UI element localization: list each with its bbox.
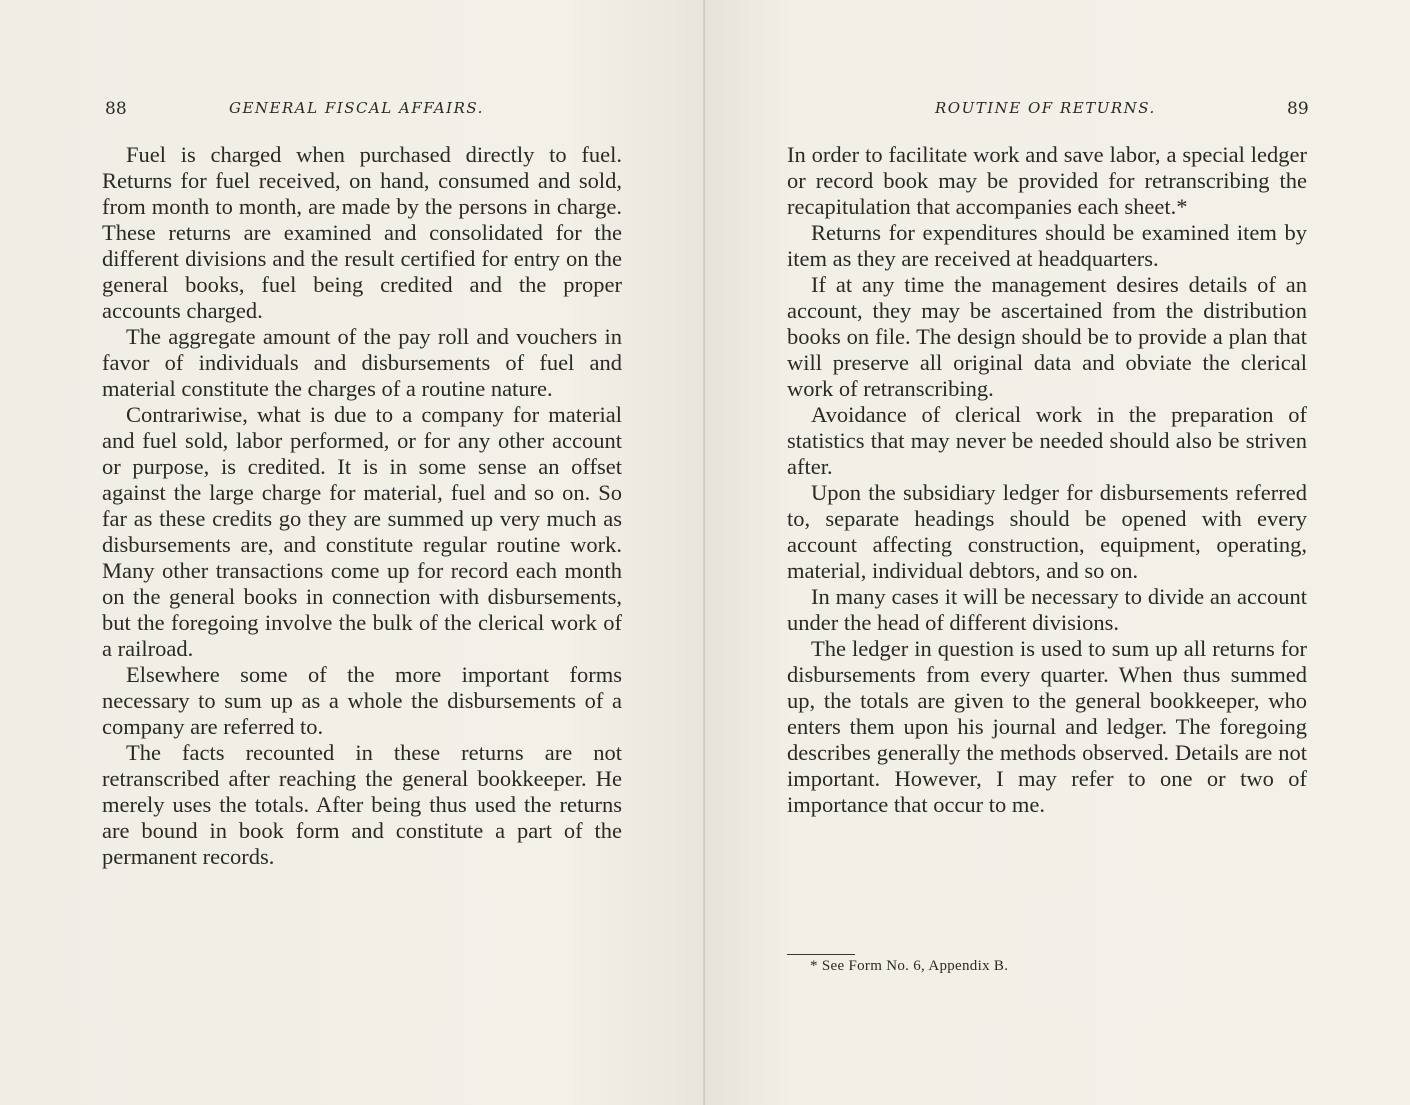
paragraph: The facts recounted in these returns are not retranscribed after reaching the general bookkeeper. He merely uses the totals. After being thus used the returns are bound in book form and constitute a part of the permanent records. bbox=[102, 740, 622, 869]
running-title: ROUTINE OF RETURNS. bbox=[935, 99, 1156, 117]
right-page-body bbox=[787, 142, 1307, 818]
paragraph: The ledger in question is used to sum up all returns for disbursements from every quarter. When thus summed up, the totals are given to the general bookkeeper, who enters them upon his journal and ledger. The foregoing describes generally the methods observed. Details are not important. However, I may refer to one or two of importance that occur to me. bbox=[787, 636, 1307, 817]
paragraph: Elsewhere some of the more important forms necessary to sum up as a whole the disbursements of a company are referred to. bbox=[102, 662, 622, 739]
paragraph: Contrariwise, what is due to a company for material and fuel sold, labor performed, or for any other account or purpose, is credited. It is in some sense an offset against the large charge for material, fuel and so on. So far as these credits go they are summed up very much as disbursements are, and constitute regular routine work. Many other transactions come up for record each month on the general books in connection with disbursements, but the foregoing involve the bulk of the clerical work of a railroad. bbox=[102, 402, 622, 661]
paragraph: Upon the subsidiary ledger for disbursements referred to, separate headings should be opened with every account affecting construction, equipment, operating, material, individual debtors, and so on. bbox=[787, 480, 1307, 583]
paragraph: In order to facilitate work and save labor, a special ledger or record book may be provided for retranscribing the recapitulation that accompanies each sheet.* bbox=[787, 142, 1307, 219]
right-page bbox=[705, 0, 1410, 1105]
paragraph: Avoidance of clerical work in the preparation of statistics that may never be needed should also be striven after. bbox=[787, 402, 1307, 479]
footnote: * See Form No. 6, Appendix B. bbox=[810, 958, 1009, 974]
paragraph: If at any time the management desires details of an account, they may be ascertained from the distribution books on file. The design should be to provide a plan that will preserve all original data and obviate the clerical work of retranscribing. bbox=[787, 272, 1307, 401]
paragraph: Returns for expenditures should be examined item by item as they are received at headquarters. bbox=[787, 220, 1307, 271]
running-title: GENERAL FISCAL AFFAIRS. bbox=[229, 99, 484, 117]
paragraph: The aggregate amount of the pay roll and vouchers in favor of individuals and disbursements of fuel and material constitute the charges of a routine nature. bbox=[102, 324, 622, 401]
paragraph: Fuel is charged when purchased directly to fuel. Returns for fuel received, on hand, consumed and sold, from month to month, are made by the persons in charge. These returns are examined and consolidated for the different divisions and the result certified for entry on the general books, fuel being credited and the proper accounts charged. bbox=[102, 142, 622, 323]
page-number: 88 bbox=[105, 99, 127, 119]
page-number: 89 bbox=[1287, 99, 1309, 119]
footnote-rule bbox=[787, 954, 855, 955]
paragraph: In many cases it will be necessary to divide an account under the head of different divisions. bbox=[787, 584, 1307, 635]
left-page-body bbox=[102, 142, 622, 870]
